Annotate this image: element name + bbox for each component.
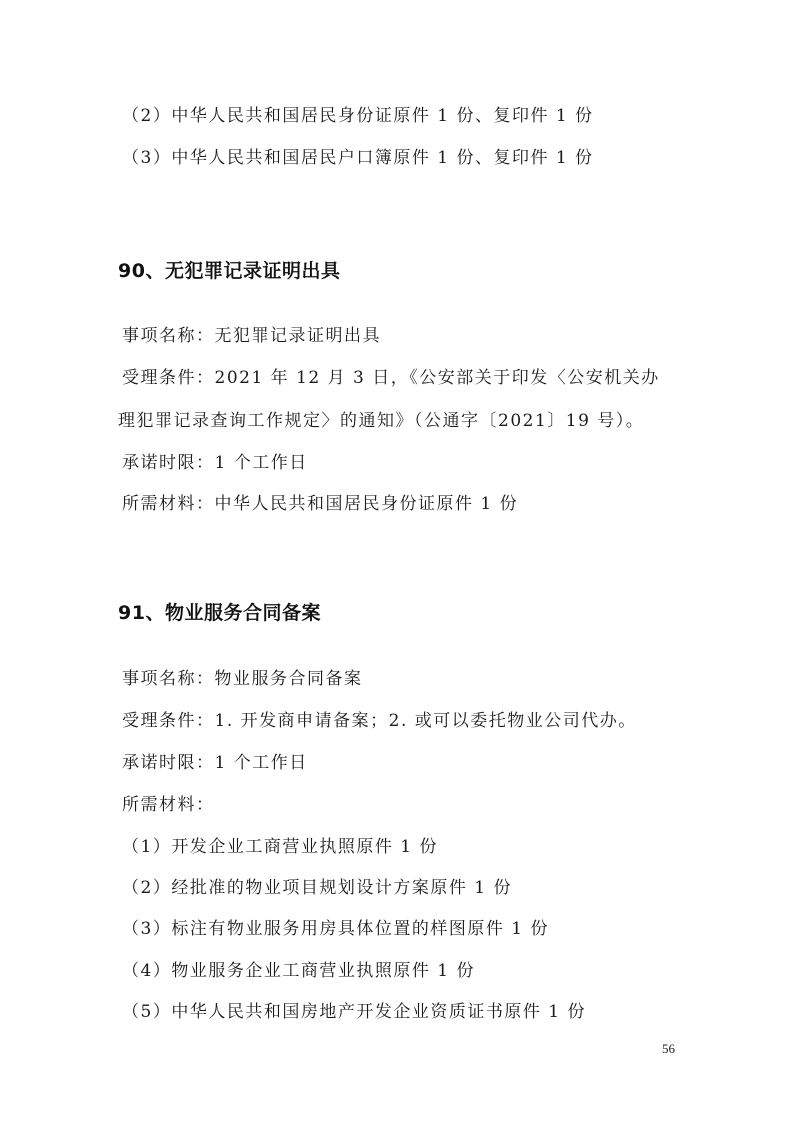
list-item: （2）中华人民共和国居民身份证原件 1 份、复印件 1 份 <box>122 106 594 126</box>
list-item: （5）中华人民共和国房地产开发企业资质证书原件 1 份 <box>122 1002 586 1022</box>
list-item: （4）物业服务企业工商营业执照原件 1 份 <box>122 961 475 981</box>
required-materials-label: 所需材料： <box>122 795 215 815</box>
acceptance-conditions: 受理条件：1. 开发商申请备案；2. 或可以委托物业公司代办。 <box>122 711 637 731</box>
page-number: 56 <box>662 1041 675 1056</box>
list-item: （2）经批准的物业项目规划设计方案原件 1 份 <box>122 878 512 898</box>
list-item: （3）中华人民共和国居民户口簿原件 1 份、复印件 1 份 <box>122 148 594 168</box>
required-materials: 所需材料：中华人民共和国居民身份证原件 1 份 <box>122 494 519 514</box>
section-heading-90: 90、无犯罪记录证明出具 <box>118 260 341 282</box>
item-name: 事项名称：无犯罪记录证明出具 <box>122 326 381 346</box>
acceptance-conditions-continued: 理犯罪记录查询工作规定〉的通知》（公通字〔2021〕19 号）。 <box>118 411 645 431</box>
list-item: （3）标注有物业服务用房具体位置的样图原件 1 份 <box>122 919 549 939</box>
acceptance-conditions: 受理条件：2021 年 12 月 3 日，《公安部关于印发〈公安机关办 <box>122 368 660 388</box>
time-limit: 承诺时限：1 个工作日 <box>122 453 308 473</box>
item-name: 事项名称：物业服务合同备案 <box>122 669 363 689</box>
section-heading-91: 91、物业服务合同备案 <box>118 602 321 624</box>
list-item: （1）开发企业工商营业执照原件 1 份 <box>122 837 438 857</box>
time-limit: 承诺时限：1 个工作日 <box>122 753 308 773</box>
